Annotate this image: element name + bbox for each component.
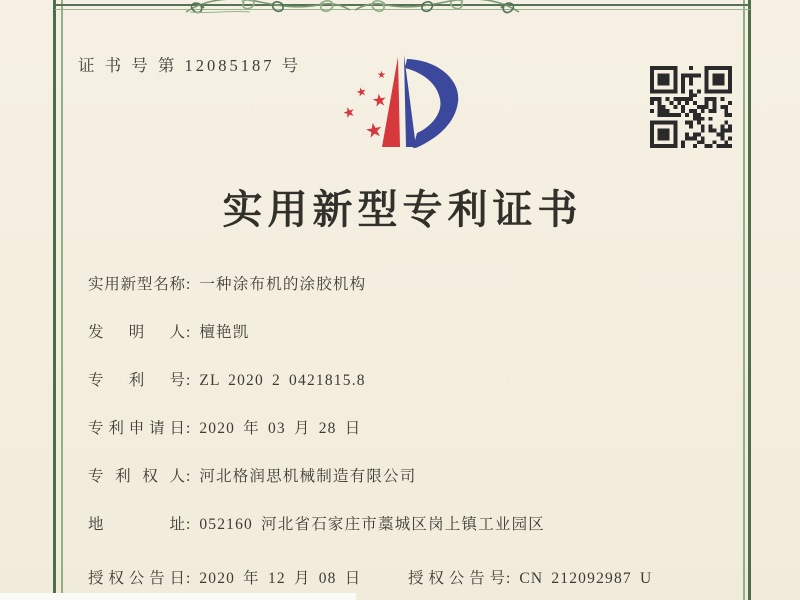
field-label: 专利号	[88, 372, 185, 389]
field-value: CN 212092987 U	[519, 570, 653, 587]
field-filing-date	[88, 416, 728, 464]
field-colon: :	[186, 516, 191, 533]
frame-right-inner-line	[743, 0, 745, 600]
field-label: 授权公告日	[88, 570, 185, 587]
field-value: 一种涂布机的涂胶机构	[199, 276, 367, 293]
star-icon: ★	[363, 116, 385, 144]
certificate-number: 证 书 号 第 12085187 号	[78, 56, 302, 75]
field-value: 2020 年 12 月 08 日	[199, 570, 362, 587]
flourish-right-half	[355, 0, 519, 13]
star-icon: ★	[340, 103, 358, 123]
cnipa-logo	[332, 46, 482, 158]
field-value: 河北格润思机械制造有限公司	[199, 468, 417, 485]
field-label: 地址	[88, 516, 185, 533]
field-patentee	[88, 464, 728, 512]
field-colon: :	[186, 420, 191, 437]
field-grant-number	[408, 566, 652, 588]
top-flourish-ornament	[180, 0, 525, 18]
field-patent-number	[88, 368, 728, 416]
frame-left-inner-line	[61, 0, 63, 600]
certificate-fields	[88, 272, 728, 560]
field-colon: :	[186, 372, 191, 389]
field-utility-model-name	[88, 272, 728, 320]
field-label: 专利权人	[88, 468, 185, 485]
frame-left-outer-line	[53, 0, 56, 600]
certificate-title: 实用新型专利证书	[222, 187, 583, 232]
star-icon: ★	[354, 83, 369, 101]
field-colon: :	[186, 570, 191, 587]
scan-edge-strip	[0, 593, 356, 600]
field-label: 发明人	[88, 324, 185, 341]
field-label: 专利申请日	[88, 420, 185, 437]
field-grant-date	[88, 566, 361, 588]
star-icon: ★	[377, 70, 386, 81]
flourish-left-half	[186, 0, 350, 13]
qr-code	[646, 62, 736, 152]
star-icon: ★	[370, 90, 389, 112]
field-colon: :	[186, 276, 191, 293]
field-value: ZL 2020 2 0421815.8	[199, 372, 366, 389]
field-address	[88, 512, 728, 560]
frame-right-outer-line	[748, 0, 751, 600]
field-value: 2020 年 03 月 28 日	[199, 420, 362, 437]
field-colon: :	[186, 324, 191, 341]
field-label: 授权公告号	[408, 570, 505, 587]
field-value: 052160 河北省石家庄市藁城区岗上镇工业园区	[199, 516, 545, 533]
field-value: 檀艳凯	[199, 324, 250, 341]
cnipa-logo-graphic	[332, 46, 482, 158]
field-colon: :	[506, 570, 511, 587]
field-inventor	[88, 320, 728, 368]
field-label: 实用新型名称	[88, 276, 185, 293]
field-colon: :	[186, 468, 191, 485]
